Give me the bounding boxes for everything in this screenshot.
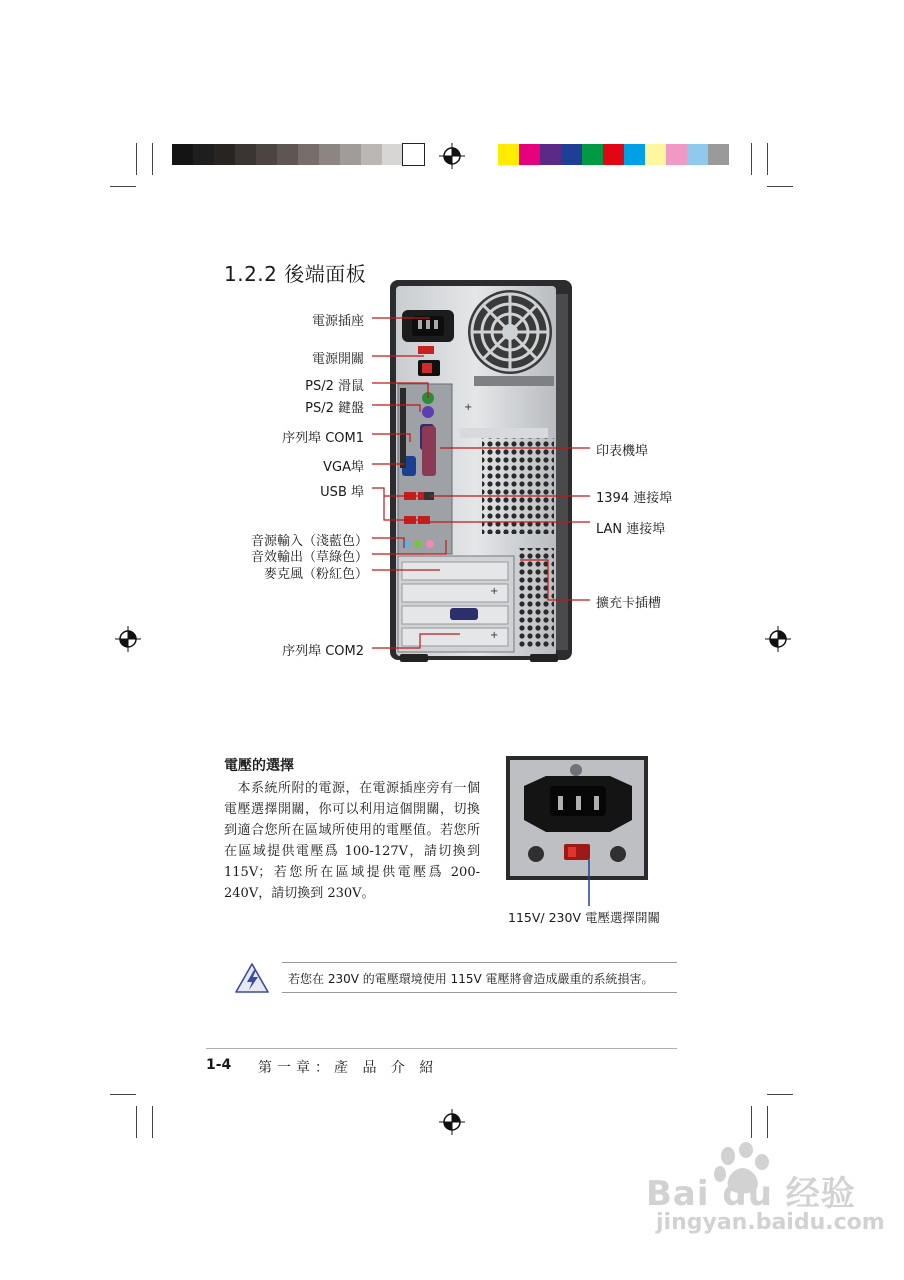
footer-page-number: 1-4 — [206, 1057, 232, 1073]
label-expansion: 擴充卡插槽 — [596, 596, 662, 611]
svg-text:+: + — [490, 586, 499, 597]
label-usb: USB 埠 — [320, 485, 364, 500]
voltage-switch-photo — [506, 756, 648, 880]
label-mic: 麥克風（粉紅色） — [263, 567, 368, 582]
warning-rule-bottom — [282, 992, 677, 993]
section-title: 1.2.2 後端面板 — [224, 262, 367, 286]
label-lan: LAN 連接埠 — [596, 522, 666, 537]
watermark-brand: Bai du 经验 — [646, 1174, 856, 1214]
label-serial-com1: 序列埠 COM1 — [282, 431, 364, 446]
footer-rule — [206, 1048, 677, 1049]
label-printer: 印表機埠 — [596, 444, 649, 459]
label-audio-out: 音效輸出（草綠色） — [250, 550, 368, 565]
footer-chapter-title: 第一章：產 品 介 紹 — [258, 1060, 439, 1076]
voltage-paragraph: 本系統所附的電源，在電源插座旁有一個電壓選擇開關，你可以利用這個開關，切換到適合您所在區域所使用的電壓值。若您所在區域提供電壓爲 100-127V，請切換到 115V；若您所在區域提供電壓爲 200-240V，請切換到 230V。 — [224, 781, 480, 901]
label-ieee1394: 1394 連接埠 — [596, 491, 673, 506]
warning-rule-top — [282, 962, 677, 963]
voltage-title: 電壓的選擇 — [224, 758, 294, 774]
label-ps2-keyboard: PS/2 鍵盤 — [305, 401, 364, 416]
label-power-socket: 電源插座 — [311, 314, 364, 329]
label-audio-in: 音源輸入（淺藍色） — [250, 534, 368, 549]
label-power-switch: 電源開關 — [311, 352, 364, 367]
watermark-url: jingyan.baidu.com — [656, 1210, 885, 1235]
registration-mark-icon — [439, 1109, 465, 1135]
label-serial-com2: 序列埠 COM2 — [282, 644, 364, 659]
warning-lightning-icon — [234, 962, 270, 994]
caption-leader — [588, 878, 592, 906]
label-vga: VGA埠 — [323, 460, 364, 475]
svg-text:+: + — [464, 402, 473, 413]
svg-text:+: + — [490, 630, 499, 641]
voltage-switch-caption: 115V/ 230V 電壓選擇開關 — [508, 910, 660, 925]
warning-text: 若您在 230V 的電壓環境使用 115V 電壓將會造成嚴重的系統損害。 — [288, 972, 654, 986]
label-ps2-mouse: PS/2 滑鼠 — [305, 379, 364, 394]
